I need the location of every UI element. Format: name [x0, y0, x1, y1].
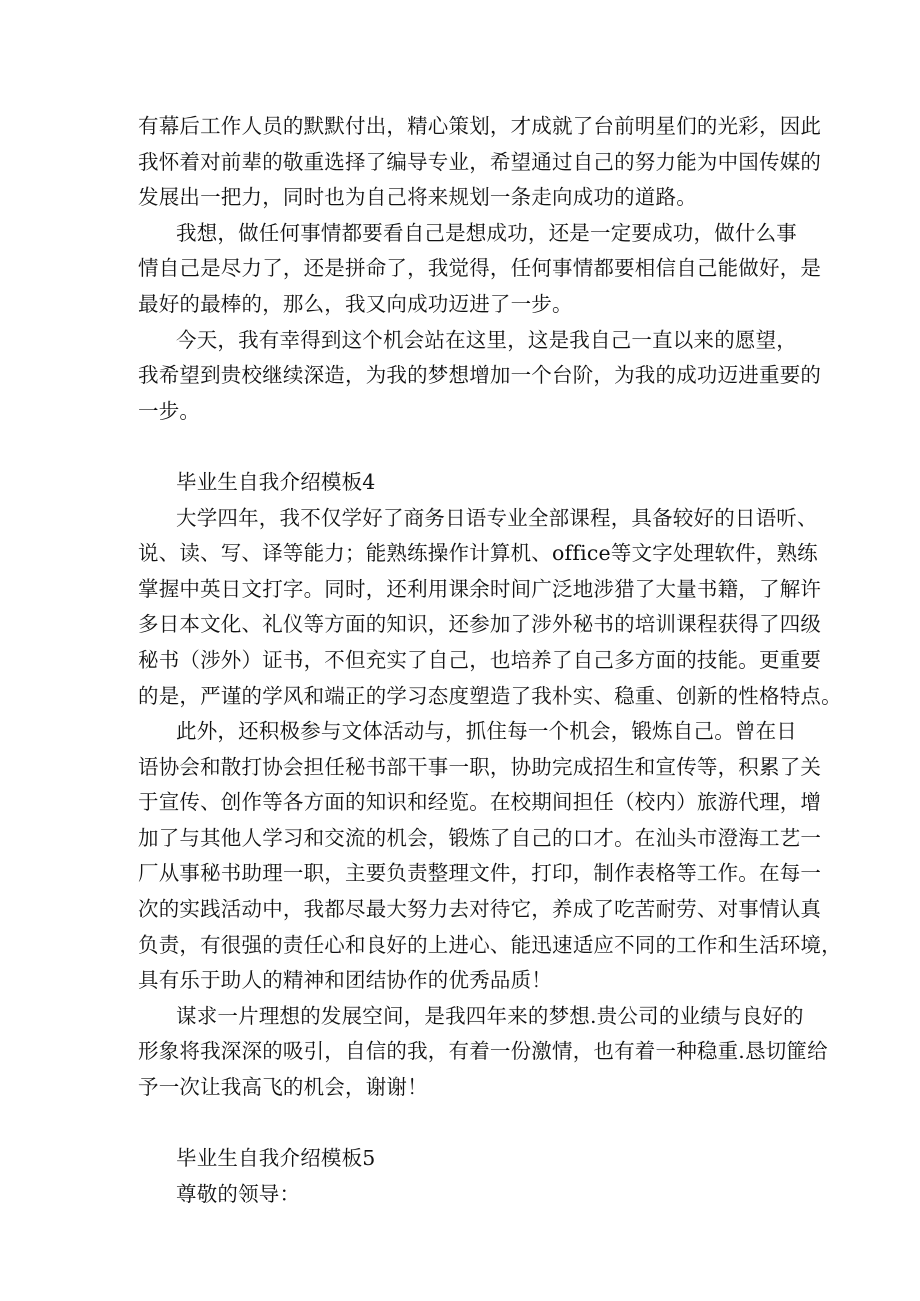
paragraph-line: 我希望到贵校继续深造，为我的梦想增加一个台阶，为我的成功迈进重要的	[138, 363, 822, 388]
paragraph-line: 今天，我有幸得到这个机会站在这里，这是我自己一直以来的愿望，	[176, 327, 797, 352]
paragraph-line: 有幕后工作人员的默默付出，精心策划，才成就了台前明星们的光彩，因此	[138, 114, 822, 138]
paragraph-line: 谋求一片理想的发展空间，是我四年来的梦想.贵公司的业绩与良好的	[176, 1003, 804, 1028]
paragraph-gap	[138, 1106, 788, 1142]
paragraph-line: 负责，有很强的责任心和良好的上进心、能迅速适应不同的工作和生活环境，	[138, 932, 842, 957]
paragraph-line: 一步。	[138, 398, 201, 423]
paragraph-line: 予一次让我高飞的机会，谢谢！	[138, 1075, 428, 1100]
paragraph-line: 说、读、写、译等能力；能熟练操作计算机、office等文字处理软件，熟练	[138, 541, 818, 566]
paragraph-line: 秘书（涉外）证书，不但充实了自己，也培养了自己多方面的技能。更重要	[138, 647, 822, 672]
paragraph-line: 形象将我深深的吸引，自信的我，有着一份激情，也有着一种稳重.恳切篚给	[138, 1039, 828, 1064]
paragraph-line: 大学四年，我不仅学好了商务日语专业全部课程，具备较好的日语听、	[176, 505, 818, 530]
paragraph-line: 具有乐于助人的精神和团结协作的优秀品质！	[138, 968, 552, 993]
paragraph-line: 情自己是尽力了，还是拼命了，我觉得，任何事情都要相信自己能做好，是	[138, 256, 822, 281]
document-body	[138, 109, 842, 1212]
salutation-line: 尊敬的领导：	[176, 1181, 301, 1206]
paragraph-line: 于宣传、创作等各方面的知识和经览。在校期间担任（校内）旅游代理，增	[138, 790, 822, 815]
paragraph-line: 次的实践活动中，我都尽最大努力去对待它，养成了吃苦耐劳、对事情认真	[138, 897, 822, 922]
paragraph-gap	[138, 429, 788, 465]
paragraph-line: 此外，还积极参与文体活动与，抓住每一个机会，锻炼自己。曾在日	[176, 719, 797, 744]
paragraph-line: 掌握中英日文打字。同时，还利用课余时间广泛地涉猎了大量书籍，了解许	[138, 576, 822, 601]
paragraph-line: 加了与其他人学习和交流的机会，锻炼了自己的口才。在汕头市澄海工艺一	[138, 825, 822, 850]
paragraph-line: 我怀着对前辈的敬重选择了编导专业，希望通过自己的努力能为中国传媒的	[138, 149, 822, 174]
section-heading-template-4: 毕业生自我介绍模板4	[176, 469, 376, 494]
paragraph-line: 最好的最棒的，那么，我又向成功迈进了一步。	[138, 291, 573, 316]
paragraph-line: 我想，做任何事情都要看自己是想成功，还是一定要成功，做什么事	[176, 220, 797, 245]
paragraph-line: 发展出一把力，同时也为自己将来规划一条走向成功的道路。	[138, 185, 697, 210]
paragraph-line: 语协会和散打协会担任秘书部干事一职，协助完成招生和宣传等，积累了关	[138, 754, 822, 779]
paragraph-line: 厂从事秘书助理一职，主要负责整理文件，打印，制作表格等工作。在每一	[138, 861, 822, 886]
paragraph-line: 多日本文化、礼仪等方面的知识，还参加了涉外秘书的培训课程获得了四级	[138, 612, 822, 637]
paragraph-line: 的是，严谨的学风和端正的学习态度塑造了我朴实、稳重、创新的性格特点。	[138, 683, 842, 708]
section-heading-template-5: 毕业生自我介绍模板5	[176, 1146, 376, 1171]
